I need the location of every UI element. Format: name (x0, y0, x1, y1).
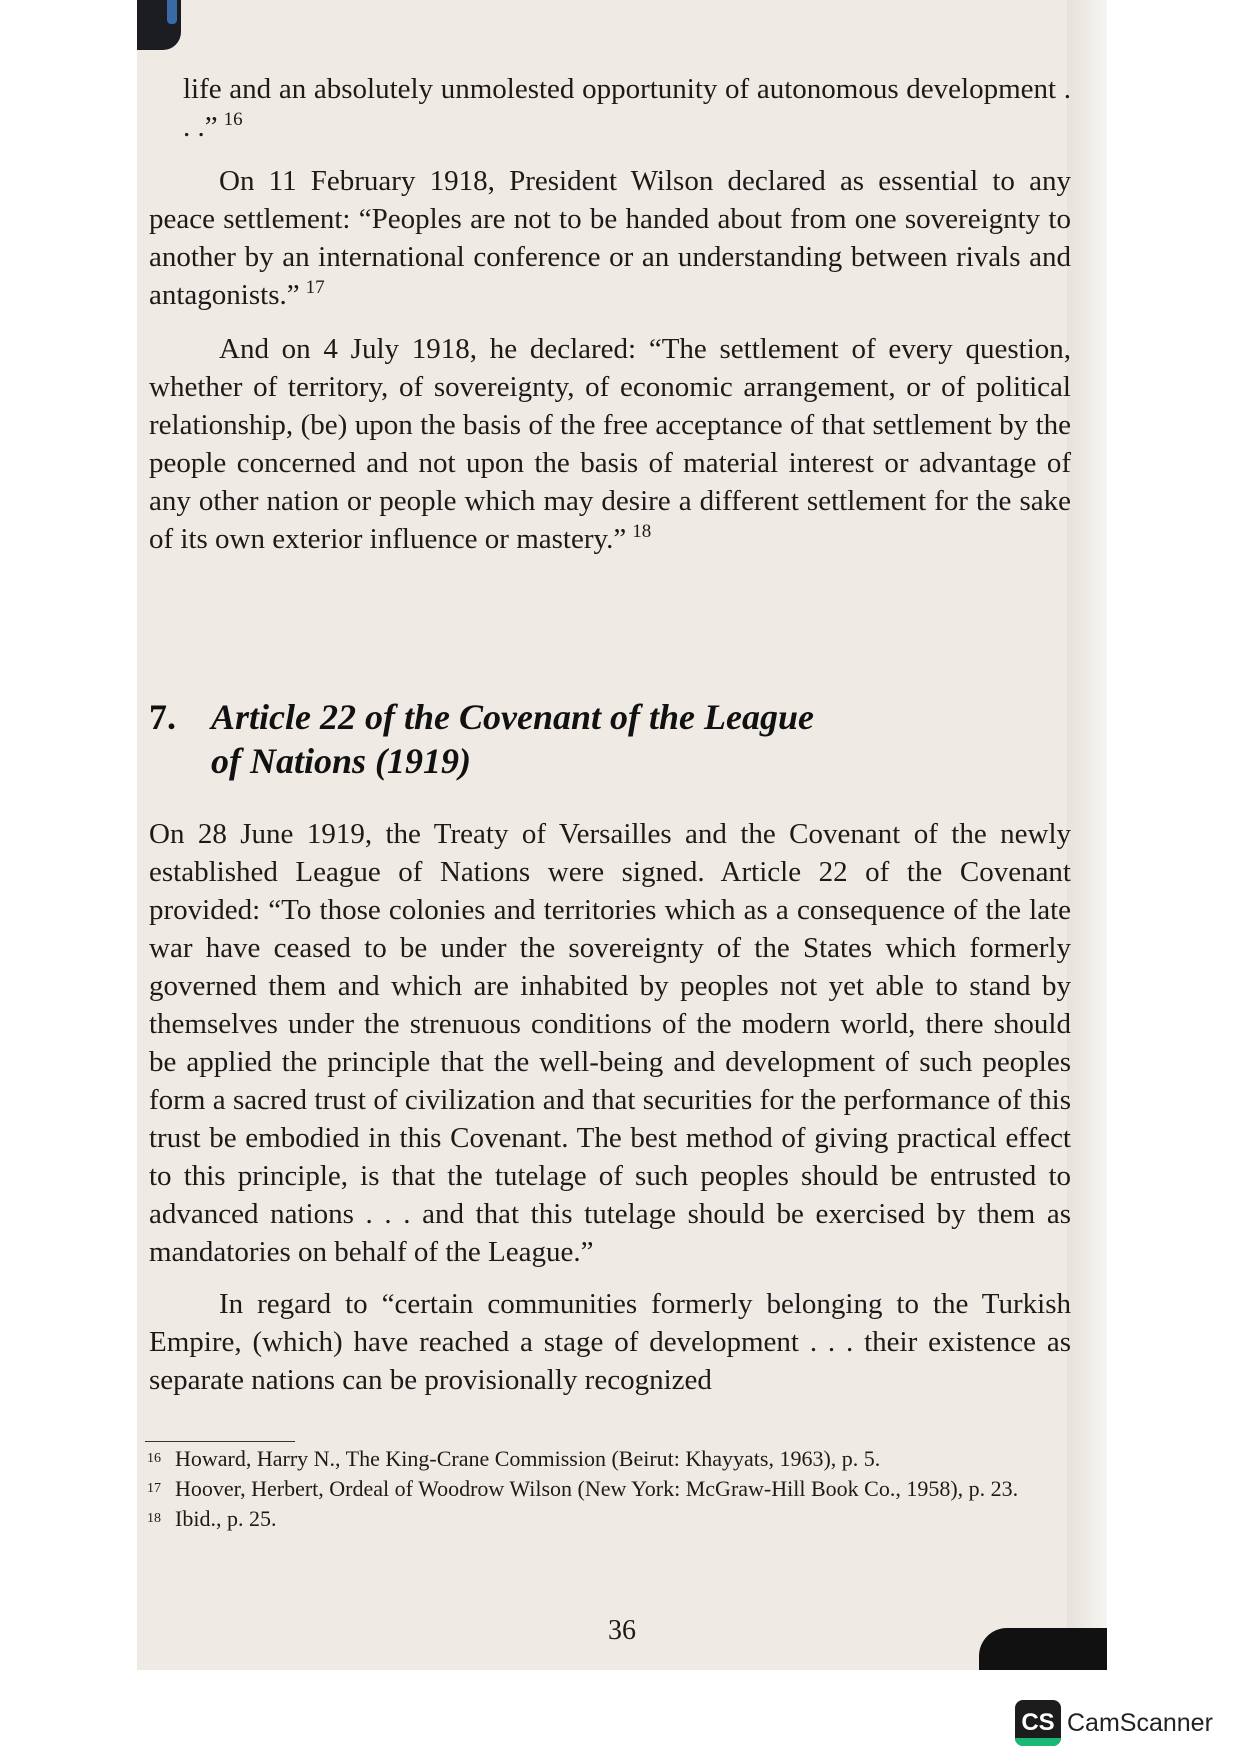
footnotes (147, 1446, 1077, 1536)
scanner-clip-top-left (137, 0, 181, 50)
footnote: 18 Ibid., p. 25. (147, 1506, 277, 1531)
camscanner-icon: CS (1015, 1700, 1061, 1746)
section-heading (149, 695, 1049, 783)
footnote: 17 Hoover, Herbert, Ordeal of Woodrow Wilson (New York: McGraw-Hill Book Co., 1958), p. 23. (147, 1476, 1019, 1501)
camscanner-watermark (1015, 1700, 1213, 1746)
footnote-ref: 18 (632, 521, 652, 543)
camscanner-label: CamScanner (1067, 1708, 1213, 1737)
footnote-divider (145, 1441, 295, 1442)
section-number: 7. (149, 697, 176, 737)
paragraph: In regard to “certain communities formerly belonging to the Turkish Empire, (which) have reached a stage of development . . . their existence as separate nations can be provisionally recognized (149, 1288, 1071, 1396)
section-title-line2: of Nations (1919) (211, 741, 471, 781)
page-edge-shadow (1067, 0, 1107, 1670)
section-text (149, 815, 1071, 1399)
paragraph: life and an absolutely unmolested opportunity of autonomous development . . .” $^{16}$ (183, 73, 1071, 143)
paragraph: And on 4 July 1918, he declared: “The settlement of every question, whether of territory, of sovereignty, of economic arrangement, or of political relationship, (be) upon the basis of the free acceptance of that settlement by the people concerned and not upon the basis of material interest or advantage of any other nation or people which may desire a different settlement for the sake of its own exterior influence or mastery.” $^{18}$ (149, 333, 1071, 555)
section-title-line1: Article 22 of the Covenant of the League (211, 697, 814, 737)
footnote: 16 Howard, Harry N., The King-Crane Commission (Beirut: Khayyats, 1963), p. 5. (147, 1446, 881, 1471)
book-page (137, 0, 1107, 1670)
footnote-ref: 16 (223, 109, 243, 131)
top-text (149, 70, 1071, 558)
page-number: 36 (608, 1615, 636, 1646)
footnote-ref: 17 (305, 277, 325, 299)
paragraph: On 28 June 1919, the Treaty of Versailles and the Covenant of the newly established League of Nations were signed. Article 22 of the Covenant provided: “To those colonies and territories which as a consequence of the late war have ceased to be under the sovereignty of the States which formerly governed them and which are inhabited by peoples not yet able to stand by themselves under the strenuous conditions of the modern world, there should be applied the principle that the well-being and development of such peoples form a sacred trust of civilization and that securities for the performance of this trust be embodied in this Covenant. The best method of giving practical effect to this principle, is that the tutelage of such peoples should be entrusted to advanced nations . . . and that this tutelage should be exercised by them as mandatories on behalf of the League.” (149, 818, 1071, 1268)
paragraph: On 11 February 1918, President Wilson declared as essential to any peace settlement: “Peoples are not to be handed about from one sovereignty to another by an international conference or an understanding between rivals and antagonists.” $^{17}$ (149, 165, 1071, 311)
